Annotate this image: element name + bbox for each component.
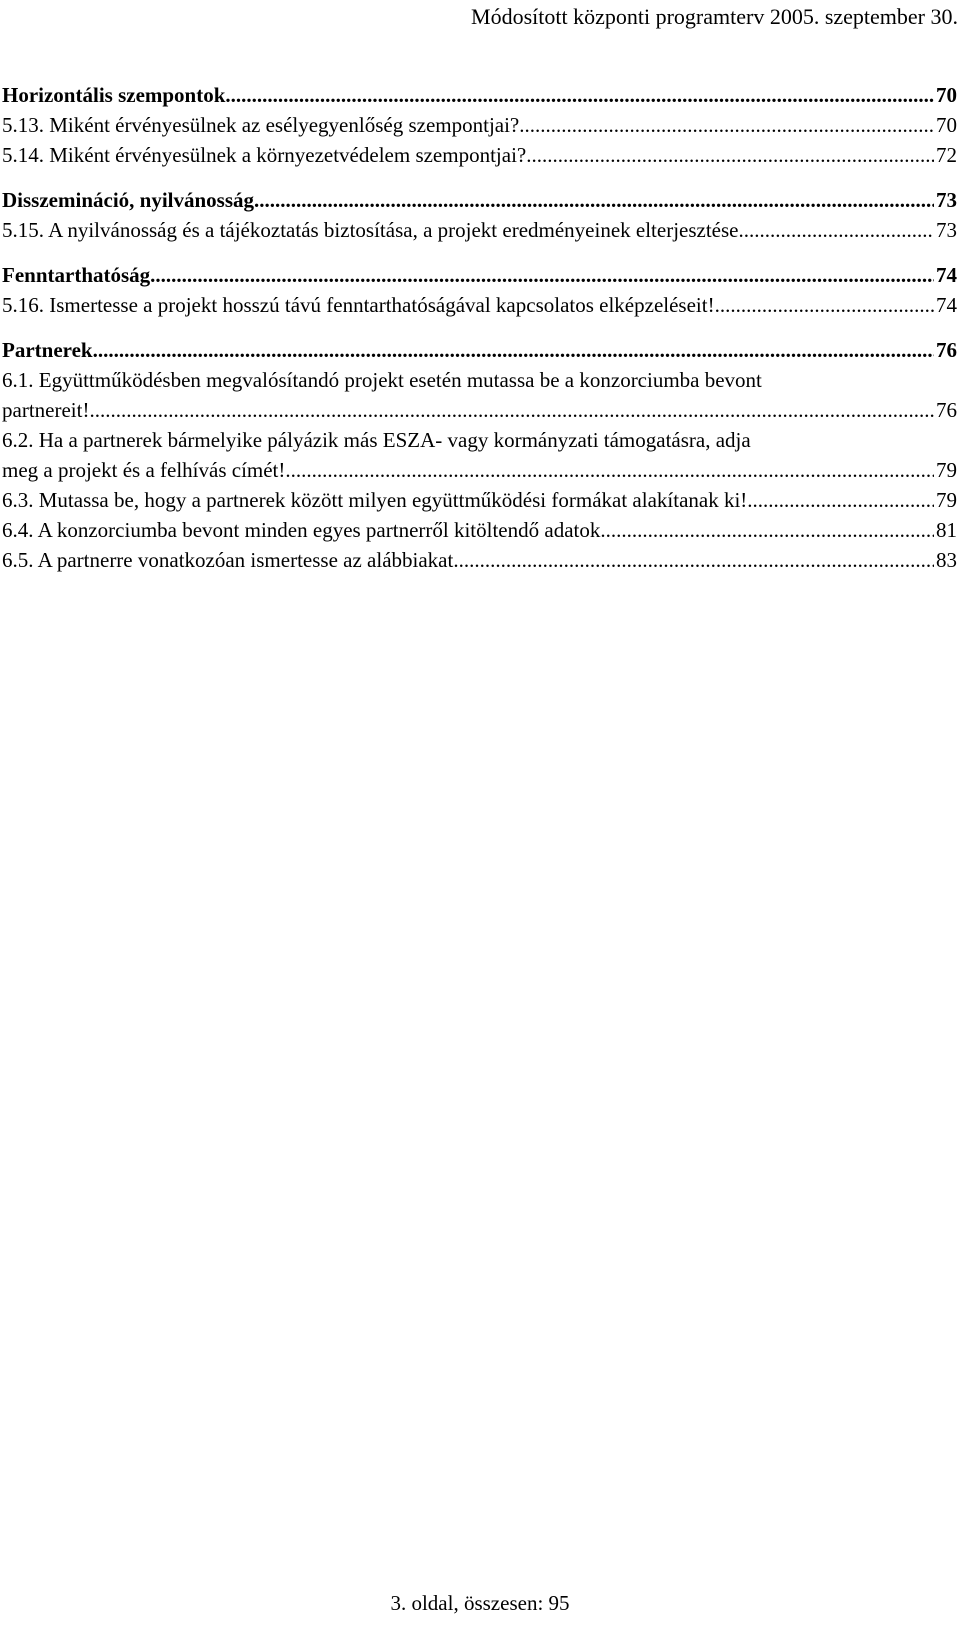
toc-dot-leader <box>150 260 934 290</box>
toc-entry-title: 5.13. Miként érvényesülnek az esélyegyenlőség szempontjai? <box>2 113 520 137</box>
toc-section-horizontalis[interactable] <box>2 80 957 110</box>
toc-page-number: 76 <box>936 398 957 422</box>
toc-entry-title-line1: 6.2. Ha a partnerek bármelyike pályázik más ESZA- vagy kormányzati támogatásra, adja <box>2 428 751 452</box>
toc-entry-6-4[interactable] <box>2 515 957 545</box>
toc-page-number: 73 <box>936 188 957 212</box>
page-footer: 3. oldal, összesen: 95 <box>390 1591 570 1615</box>
toc-entry-6-5[interactable] <box>2 545 957 575</box>
toc-section-disszeminacio[interactable] <box>2 185 957 215</box>
toc-entry-title: 6.4. A konzorciumba bevont minden egyes partnerről kitöltendő adatok <box>2 518 601 542</box>
toc-page-number: 72 <box>936 143 957 167</box>
toc-section-fenntarthatosag[interactable] <box>2 260 957 290</box>
toc-entry-5-13[interactable] <box>2 110 957 140</box>
toc-page-number: 74 <box>936 293 957 317</box>
toc-page-number: 74 <box>936 263 957 287</box>
toc-entry-title-line2: meg a projekt és a felhívás címét! <box>2 458 286 482</box>
toc-entry-title: 5.14. Miként érvényesülnek a környezetvédelem szempontjai? <box>2 143 527 167</box>
toc-dot-leader <box>225 80 934 110</box>
toc-entry-title: Partnerek <box>2 338 93 362</box>
toc-dot-leader <box>747 485 934 515</box>
toc-dot-leader <box>739 215 935 245</box>
toc-entry-title-line2: partnereit! <box>2 398 90 422</box>
toc-entry-title: Fenntarthatóság <box>2 263 151 287</box>
table-of-contents <box>2 80 957 575</box>
toc-dot-leader <box>285 455 934 485</box>
toc-entry-6-1[interactable] <box>2 365 957 425</box>
toc-dot-leader <box>519 110 934 140</box>
toc-entry-5-15[interactable] <box>2 215 957 245</box>
toc-entry-title: 5.15. A nyilvánosság és a tájékoztatás biztosítása, a projekt eredményeinek elterjesztése <box>2 218 739 242</box>
toc-entry-title: Horizontális szempontok <box>2 83 226 107</box>
toc-page-number: 76 <box>936 338 957 362</box>
toc-entry-5-14[interactable] <box>2 140 957 170</box>
toc-section-partnerek[interactable] <box>2 335 957 365</box>
toc-page-number: 81 <box>936 518 957 542</box>
toc-entry-title-line1: 6.1. Együttműködésben megvalósítandó projekt esetén mutassa be a konzorciumba bevont <box>2 368 762 392</box>
toc-dot-leader <box>254 185 934 215</box>
toc-entry-title: 6.3. Mutassa be, hogy a partnerek között milyen együttműködési formákat alakítanak ki! <box>2 488 748 512</box>
toc-page-number: 73 <box>936 218 957 242</box>
toc-dot-leader <box>89 395 934 425</box>
page-header: Módosított központi programterv 2005. szeptember 30. <box>471 4 958 29</box>
toc-page-number: 79 <box>936 488 957 512</box>
toc-dot-leader <box>453 545 934 575</box>
toc-page-number: 79 <box>936 458 957 482</box>
toc-entry-title: 5.16. Ismertesse a projekt hosszú távú fenntarthatóságával kapcsolatos elképzeléseit! <box>2 293 715 317</box>
toc-dot-leader <box>526 140 934 170</box>
toc-entry-6-2[interactable] <box>2 425 957 485</box>
toc-page-number: 70 <box>936 83 957 107</box>
toc-dot-leader <box>93 335 934 365</box>
toc-entry-5-16[interactable] <box>2 290 957 320</box>
toc-dot-leader <box>600 515 934 545</box>
toc-page-number: 83 <box>936 548 957 572</box>
toc-entry-title: Disszemináció, nyilvánosság <box>2 188 255 212</box>
toc-dot-leader <box>715 290 934 320</box>
toc-page-number: 70 <box>936 113 957 137</box>
toc-entry-title: 6.5. A partnerre vonatkozóan ismertesse az alábbiakat <box>2 548 454 572</box>
toc-entry-6-3[interactable] <box>2 485 957 515</box>
